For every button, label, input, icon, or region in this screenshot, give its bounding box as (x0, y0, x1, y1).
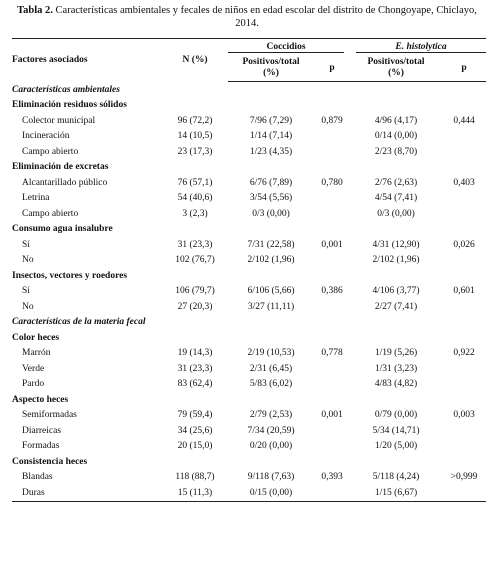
cell-coccidios-positivos: 7/31 (22,58) (247, 239, 295, 250)
group-heading: Aspecto heces (12, 394, 69, 405)
cell-histolytica-p (442, 361, 486, 377)
header-coccidios: Coccidios (266, 41, 306, 52)
cell-coccidios-p: 0,778 (321, 348, 343, 359)
cell-n: 14 (10,5) (177, 131, 213, 142)
cell-n: 76 (57,1) (177, 177, 213, 188)
group-heading-row (12, 330, 486, 346)
group-heading-row (12, 98, 486, 114)
cell-n: 54 (40,6) (177, 193, 213, 204)
table-row (12, 113, 486, 129)
cell-histolytica-p (442, 423, 486, 439)
row-label: Colector municipal (22, 115, 96, 126)
cell-n: 31 (23,3) (177, 363, 213, 374)
group-heading-row (12, 454, 486, 470)
cell-coccidios-positivos: 2/19 (10,53) (247, 348, 295, 359)
cell-histolytica-positivos: 0/14 (0,00) (374, 131, 418, 142)
cell-coccidios-p (314, 144, 350, 160)
cell-histolytica-positivos: 4/96 (4,17) (374, 115, 418, 126)
group-heading: Eliminación residuos sólidos (12, 100, 127, 111)
group-heading-row (12, 160, 486, 176)
header-cocc-p: p (314, 55, 350, 82)
row-label: Incineración (22, 131, 70, 142)
cell-coccidios-p (314, 439, 350, 455)
cell-coccidios-p (314, 361, 350, 377)
cell-histolytica-positivos: 4/54 (7,41) (374, 193, 418, 204)
header-row-1 (12, 39, 486, 56)
cell-histolytica-p (442, 206, 486, 222)
group-heading: Eliminación de excretas (12, 162, 109, 173)
section-heading-row (12, 315, 486, 331)
section-heading-row (12, 82, 486, 98)
cell-n: 102 (76,7) (175, 255, 215, 266)
cell-histolytica-positivos: 1/19 (5,26) (374, 348, 418, 359)
table-row (12, 237, 486, 253)
header-cocc-pct: (%) (263, 68, 279, 78)
cell-n: 79 (59,4) (177, 410, 213, 421)
cell-coccidios-positivos: 7/96 (7,29) (249, 115, 293, 126)
header-hist-pct: (%) (388, 68, 404, 78)
cell-coccidios-p: 0,393 (321, 472, 343, 483)
cell-histolytica-positivos: 1/15 (6,67) (350, 485, 442, 501)
cell-coccidios-positivos: 3/27 (11,11) (247, 301, 295, 312)
cell-coccidios-positivos: 9/118 (7,63) (247, 472, 295, 483)
header-histolytica: E. histolytica (395, 41, 447, 52)
cell-coccidios-p: 0,001 (321, 239, 343, 250)
cell-coccidios-positivos: 5/83 (6,02) (249, 379, 293, 390)
cell-histolytica-positivos: 1/20 (5,00) (374, 441, 418, 452)
cell-histolytica-positivos: 5/118 (4,24) (372, 472, 420, 483)
cell-n: 19 (14,3) (177, 348, 213, 359)
group-heading: Insectos, vectores y roedores (12, 270, 128, 281)
header-cocc-positivos: Positivos/total (242, 57, 300, 67)
row-label: Duras (12, 485, 162, 501)
cell-n: 31 (23,3) (177, 239, 213, 250)
cell-n: 27 (20,3) (177, 301, 213, 312)
caption-text: Características ambientales y fecales de niños en edad escolar del distrito de Chongoyape, Chiclayo, (55, 5, 477, 16)
cell-coccidios-p (314, 206, 350, 222)
cell-histolytica-p: 0,026 (453, 239, 475, 250)
row-label: Verde (22, 363, 45, 374)
row-label: Sí (22, 239, 30, 250)
cell-histolytica-p (442, 377, 486, 393)
table-row (12, 408, 486, 424)
cell-histolytica-positivos: 0/79 (0,00) (374, 410, 418, 421)
cell-histolytica-positivos: 4/31 (12,90) (372, 239, 420, 250)
caption-text-2: 2014. (235, 18, 259, 29)
cell-histolytica-positivos: 2/27 (7,41) (374, 301, 418, 312)
row-label: Semiformadas (22, 410, 77, 421)
cell-coccidios-positivos: 0/20 (0,00) (249, 441, 293, 452)
section-heading: Características de la materia fecal (12, 317, 146, 328)
cell-n: 23 (17,3) (177, 146, 213, 157)
cell-histolytica-p: 0,601 (453, 286, 475, 297)
cell-histolytica-p (442, 485, 486, 501)
cell-n: 83 (62,4) (177, 379, 213, 390)
row-label: Campo abierto (22, 146, 79, 157)
cell-histolytica-p: 0,444 (453, 115, 475, 126)
cell-coccidios-p: 0,386 (321, 286, 343, 297)
cell-n: 118 (88,7) (175, 472, 215, 483)
table-row (12, 144, 486, 160)
cell-histolytica-positivos: 2/102 (1,96) (372, 255, 420, 266)
cell-n: 34 (25,6) (177, 425, 213, 436)
cell-histolytica-p: 0,922 (453, 348, 475, 359)
section-heading: Características ambientales (12, 84, 120, 95)
cell-coccidios-p (314, 191, 350, 207)
cell-coccidios-p (314, 253, 350, 269)
cell-coccidios-positivos: 0/15 (0,00) (228, 485, 314, 501)
cell-histolytica-p (442, 129, 486, 145)
cell-coccidios-positivos: 3/54 (5,56) (249, 193, 293, 204)
row-label: Diarreicas (22, 425, 62, 436)
group-heading-row (12, 392, 486, 408)
row-label: Sí (22, 286, 30, 297)
data-table (12, 38, 486, 502)
table-row (12, 485, 486, 501)
row-label: Pardo (22, 379, 45, 390)
table-row (12, 175, 486, 191)
table-row (12, 346, 486, 362)
header-factor: Factores asociados (12, 39, 162, 82)
cell-coccidios-p (314, 129, 350, 145)
table-row (12, 361, 486, 377)
cell-coccidios-positivos: 2/79 (2,53) (249, 410, 293, 421)
cell-coccidios-positivos: 2/102 (1,96) (247, 255, 295, 266)
cell-coccidios-p: 0,879 (321, 115, 343, 126)
header-hist-positivos: Positivos/total (367, 57, 425, 67)
cell-histolytica-p: >0,999 (450, 472, 478, 483)
cell-coccidios-p (314, 485, 350, 501)
table-row (12, 439, 486, 455)
cell-histolytica-p: 0,403 (453, 177, 475, 188)
row-label: Blandas (22, 472, 53, 483)
cell-coccidios-p: 0,001 (321, 410, 343, 421)
table-row (12, 191, 486, 207)
table-caption (0, 4, 494, 30)
cell-coccidios-positivos: 6/76 (7,89) (249, 177, 293, 188)
cell-histolytica-positivos: 2/76 (2,63) (374, 177, 418, 188)
cell-histolytica-positivos: 0/3 (0,00) (377, 208, 415, 219)
cell-histolytica-positivos: 2/23 (8,70) (374, 146, 418, 157)
table-row (12, 284, 486, 300)
cell-histolytica-p (442, 253, 486, 269)
row-label: Marrón (22, 348, 51, 359)
table-row (12, 470, 486, 486)
cell-histolytica-positivos: 5/34 (14,71) (372, 425, 420, 436)
cell-coccidios-positivos: 7/34 (20,59) (247, 425, 295, 436)
cell-histolytica-positivos: 4/106 (3,77) (372, 286, 420, 297)
cell-coccidios-positivos: 0/3 (0,00) (252, 208, 290, 219)
group-heading-row (12, 268, 486, 284)
table-row (12, 423, 486, 439)
row-label: No (22, 301, 34, 312)
cell-coccidios-p (314, 423, 350, 439)
cell-coccidios-positivos: 1/23 (4,35) (249, 146, 293, 157)
table-row (12, 299, 486, 315)
row-label: Letrina (22, 193, 50, 204)
cell-histolytica-positivos: 4/83 (4,82) (374, 379, 418, 390)
row-label: Alcantarillado público (22, 177, 108, 188)
caption-label: Tabla 2. (17, 5, 53, 16)
cell-coccidios-p: 0,780 (321, 177, 343, 188)
cell-coccidios-p (314, 377, 350, 393)
row-label: Campo abierto (22, 208, 79, 219)
cell-coccidios-positivos: 6/106 (5,66) (247, 286, 295, 297)
cell-n: 15 (11,3) (162, 485, 228, 501)
header-n: N (%) (162, 39, 228, 82)
cell-coccidios-positivos: 1/14 (7,14) (249, 131, 293, 142)
table-row (12, 206, 486, 222)
cell-coccidios-positivos: 2/31 (6,45) (249, 363, 293, 374)
group-heading: Color heces (12, 332, 60, 343)
row-label: No (22, 255, 34, 266)
cell-n: 106 (79,7) (175, 286, 215, 297)
cell-n: 3 (2,3) (182, 208, 208, 219)
cell-histolytica-p: 0,003 (453, 410, 475, 421)
row-label: Formadas (22, 441, 60, 452)
cell-histolytica-positivos: 1/31 (3,23) (374, 363, 418, 374)
header-hist-p: p (442, 55, 486, 82)
cell-histolytica-p (442, 144, 486, 160)
table-row (12, 377, 486, 393)
cell-histolytica-p (442, 191, 486, 207)
cell-n: 20 (15,0) (177, 441, 213, 452)
group-heading: Consistencia heces (12, 456, 88, 467)
table-row (12, 129, 486, 145)
group-heading: Consumo agua insalubre (12, 224, 113, 235)
table-row (12, 253, 486, 269)
cell-histolytica-p (442, 439, 486, 455)
cell-histolytica-p (442, 299, 486, 315)
cell-n: 96 (72,2) (177, 115, 213, 126)
group-heading-row (12, 222, 486, 238)
cell-coccidios-p (314, 299, 350, 315)
